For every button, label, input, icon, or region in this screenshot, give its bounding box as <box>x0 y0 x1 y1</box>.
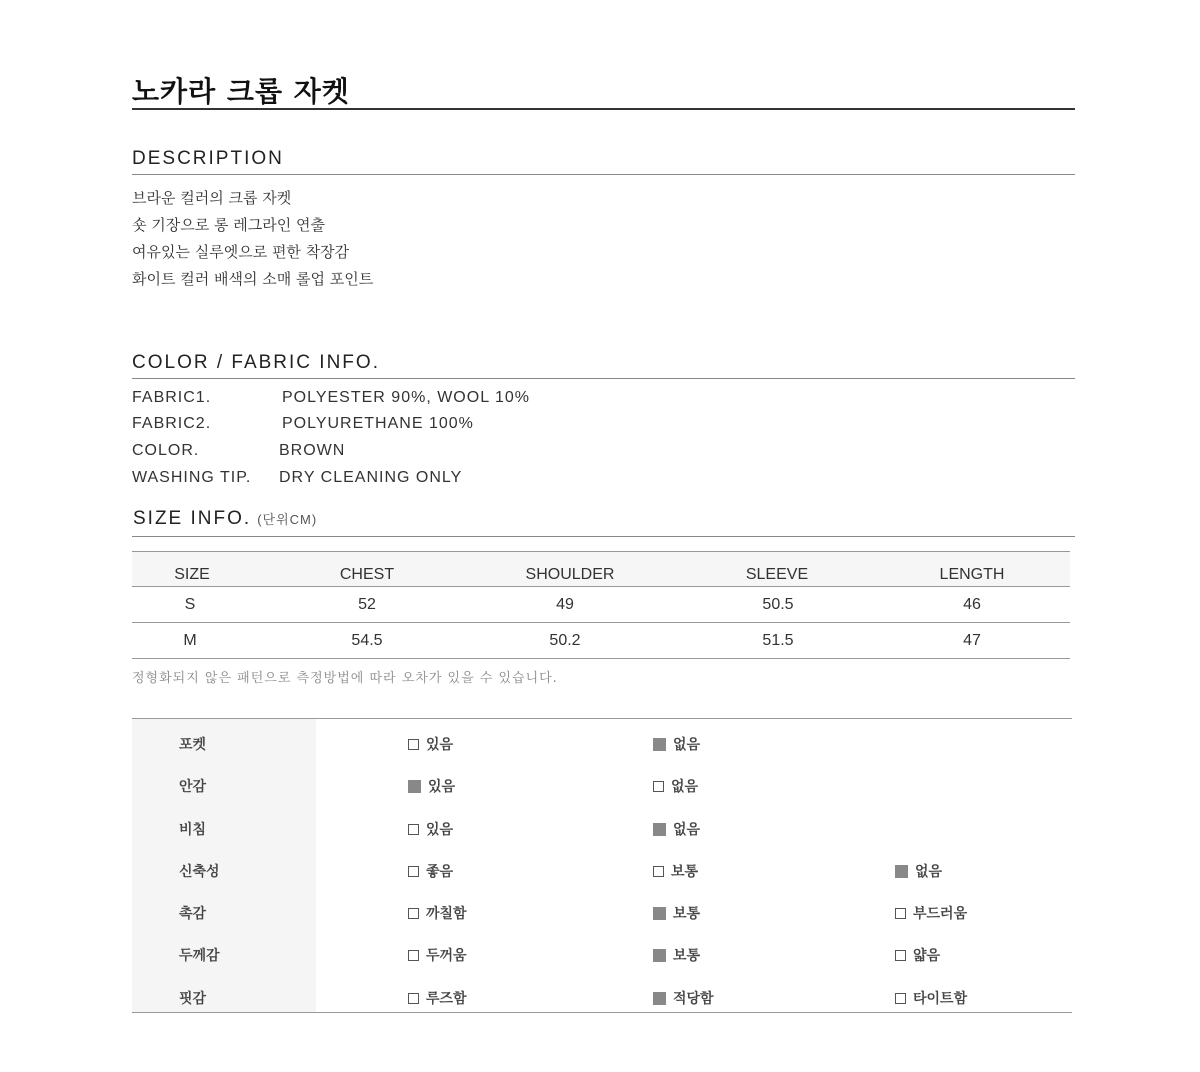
size-cell: 50.5 <box>762 595 794 613</box>
attribute-row <box>132 855 1072 885</box>
empty-box-icon <box>653 781 664 792</box>
attribute-option <box>653 988 714 1008</box>
color-label: COLOR. <box>132 442 200 459</box>
title-divider <box>132 108 1075 110</box>
attribute-option-label: 타이트함 <box>913 991 968 1007</box>
checked-box-icon <box>653 992 666 1005</box>
attribute-option-label: 적당함 <box>673 991 714 1007</box>
attribute-option <box>895 903 967 923</box>
attribute-option-label: 두꺼움 <box>426 948 467 964</box>
attribute-option <box>408 945 467 965</box>
size-cell: S <box>184 595 196 613</box>
attribute-option-label: 있음 <box>428 779 456 795</box>
page-title: 노카라 크롭 자켓 <box>132 75 350 108</box>
fabric1-value: POLYESTER 90%, WOOL 10% <box>282 389 530 406</box>
attribute-option-label: 부드러움 <box>913 906 968 922</box>
attribute-option-label: 루즈함 <box>426 991 467 1007</box>
attribute-option-label: 보통 <box>671 864 699 880</box>
attribute-row <box>132 897 1072 927</box>
attribute-row <box>132 982 1072 1012</box>
attribute-row <box>132 728 1072 758</box>
size-col-header: SHOULDER <box>525 566 615 583</box>
empty-box-icon <box>895 993 906 1004</box>
size-unit: (단위CM) <box>257 512 318 527</box>
attribute-label: 안감 <box>179 779 207 795</box>
size-cell: 49 <box>556 595 574 613</box>
size-col-header: CHEST <box>339 566 395 583</box>
attribute-option-label: 있음 <box>426 737 454 753</box>
empty-box-icon <box>408 739 419 750</box>
attribute-row <box>132 939 1072 969</box>
attribute-option-label: 까칠함 <box>426 906 467 922</box>
empty-box-icon <box>895 950 906 961</box>
attribute-table <box>132 718 1072 1013</box>
attribute-option-label: 얇음 <box>913 948 941 964</box>
fabric1-label: FABRIC1. <box>132 389 212 406</box>
empty-box-icon <box>408 824 419 835</box>
attribute-option-label: 없음 <box>915 864 943 880</box>
size-cell: M <box>183 631 197 649</box>
fabric-heading: COLOR / FABRIC INFO. <box>132 352 380 373</box>
size-heading-text: SIZE INFO. <box>133 508 252 529</box>
description-divider <box>132 174 1075 175</box>
size-cell: 54.5 <box>351 631 383 649</box>
attribute-option <box>895 861 942 881</box>
size-col-header: SLEEVE <box>745 566 809 583</box>
fabric-divider <box>132 378 1075 379</box>
attribute-option-label: 좋음 <box>426 864 454 880</box>
attribute-option <box>653 903 700 923</box>
fabric2-label: FABRIC2. <box>132 415 212 432</box>
size-note: 정형화되지 않은 패턴으로 측정방법에 따라 오차가 있을 수 있습니다. <box>132 671 558 686</box>
checked-box-icon <box>895 865 908 878</box>
checked-box-icon <box>653 949 666 962</box>
attribute-option <box>408 988 467 1008</box>
size-col-header: SIZE <box>174 566 210 583</box>
attribute-option-label: 보통 <box>673 906 701 922</box>
attribute-option <box>408 819 453 839</box>
attribute-label: 핏감 <box>179 991 207 1007</box>
attribute-label: 촉감 <box>179 906 207 922</box>
size-table <box>132 551 1070 659</box>
attribute-option <box>408 903 467 923</box>
checked-box-icon <box>653 738 666 751</box>
attribute-option-label: 있음 <box>426 822 454 838</box>
attribute-option <box>895 945 940 965</box>
checked-box-icon <box>653 823 666 836</box>
checked-box-icon <box>408 780 421 793</box>
empty-box-icon <box>408 866 419 877</box>
size-cell: 51.5 <box>762 631 794 649</box>
fabric2-value: POLYURETHANE 100% <box>282 415 474 432</box>
attribute-option <box>408 734 453 754</box>
attribute-row <box>132 770 1072 800</box>
size-cell: 46 <box>963 595 981 613</box>
table-row <box>132 623 1070 659</box>
empty-box-icon <box>408 950 419 961</box>
washing-label: WASHING TIP. <box>132 469 252 486</box>
attribute-row <box>132 813 1072 843</box>
washing-value: DRY CLEANING ONLY <box>279 469 463 486</box>
size-cell: 47 <box>963 631 981 649</box>
empty-box-icon <box>895 908 906 919</box>
attribute-option-label: 없음 <box>673 822 701 838</box>
description-line: 브라운 컬러의 크롭 자켓 <box>132 189 292 207</box>
description-line: 숏 기장으로 롱 레그라인 연출 <box>132 216 325 234</box>
description-line: 여유있는 실루엣으로 편한 착장감 <box>132 243 350 261</box>
table-row <box>132 587 1070 623</box>
attribute-option <box>408 861 453 881</box>
attribute-label: 포켓 <box>179 737 207 753</box>
attribute-option <box>895 988 967 1008</box>
description-heading: DESCRIPTION <box>132 148 284 169</box>
attribute-label: 비침 <box>179 822 207 838</box>
attribute-label: 두께감 <box>179 948 220 964</box>
size-cell: 50.2 <box>549 631 581 649</box>
attribute-option <box>408 776 455 796</box>
color-value: BROWN <box>279 442 346 459</box>
empty-box-icon <box>408 993 419 1004</box>
checked-box-icon <box>653 907 666 920</box>
attribute-option <box>653 776 698 796</box>
attribute-option <box>653 861 698 881</box>
attribute-option <box>653 819 700 839</box>
attribute-option-label: 없음 <box>673 737 701 753</box>
size-cell: 52 <box>358 595 376 613</box>
attribute-option-label: 보통 <box>673 948 701 964</box>
size-heading <box>133 508 317 530</box>
attribute-option-label: 없음 <box>671 779 699 795</box>
attribute-option <box>653 945 700 965</box>
size-divider <box>132 536 1075 537</box>
attribute-option <box>653 734 700 754</box>
empty-box-icon <box>653 866 664 877</box>
empty-box-icon <box>408 908 419 919</box>
attribute-label: 신축성 <box>179 864 220 880</box>
description-line: 화이트 컬러 배색의 소매 롤업 포인트 <box>132 270 374 288</box>
size-col-header: LENGTH <box>939 566 1005 583</box>
size-table-header <box>132 551 1070 587</box>
